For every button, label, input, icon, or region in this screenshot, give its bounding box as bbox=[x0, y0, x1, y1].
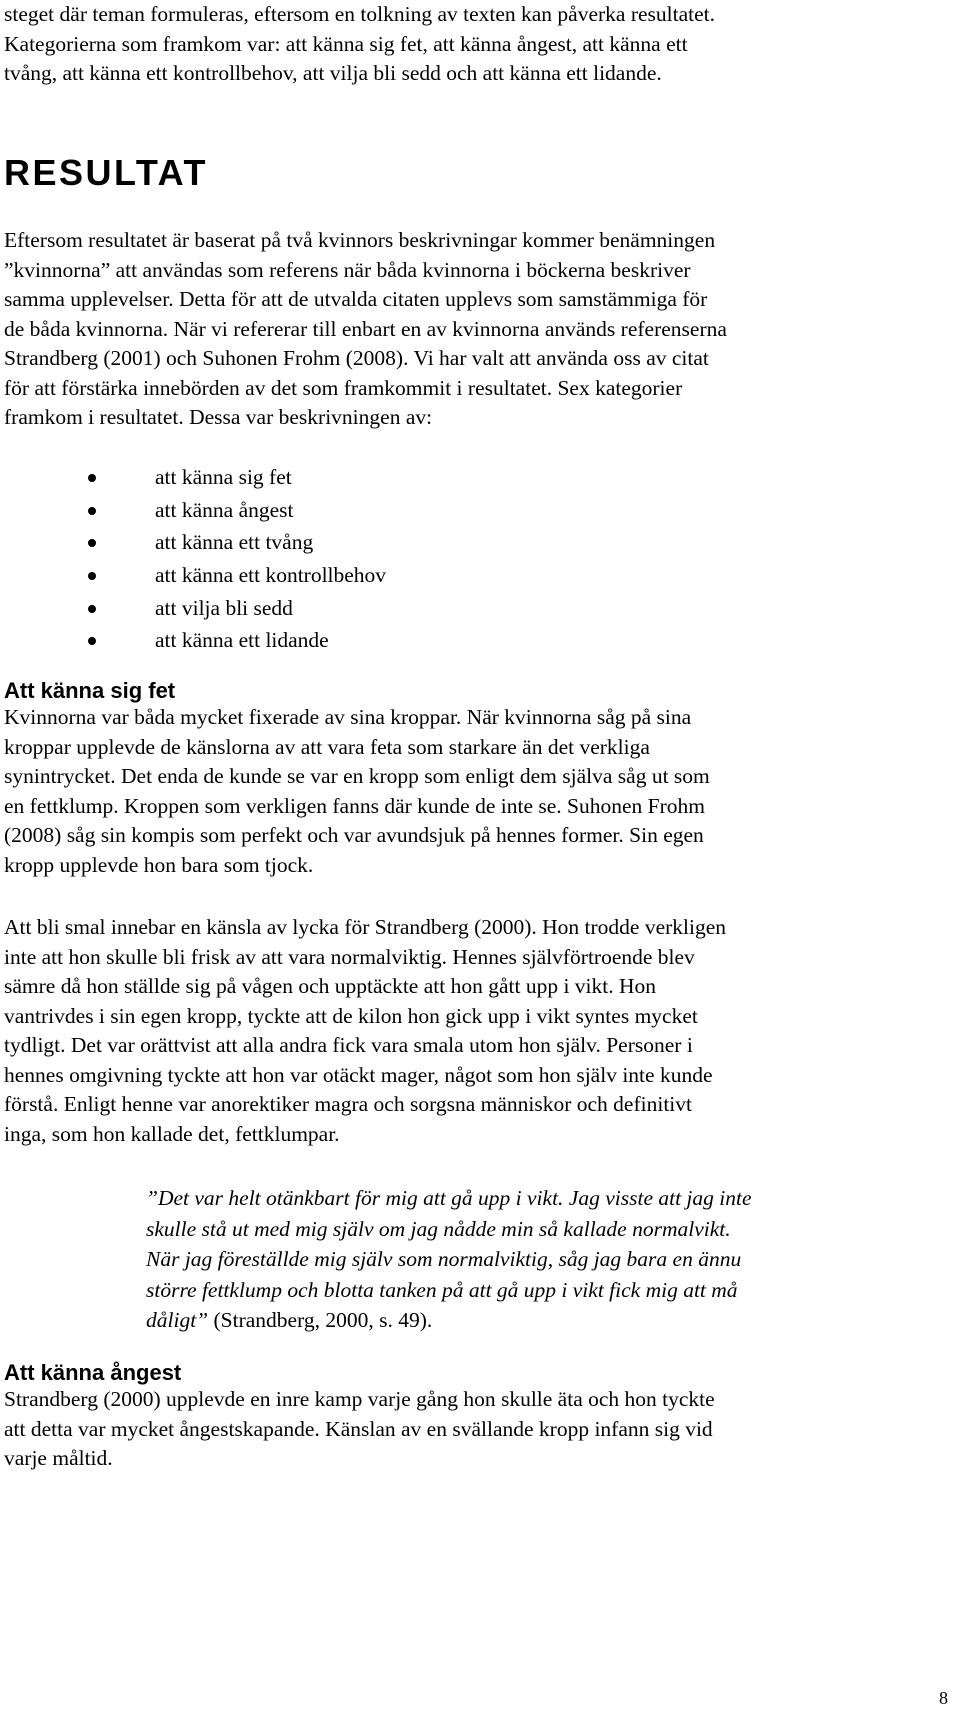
list-item-text: att känna sig fet bbox=[155, 465, 292, 489]
list-item-text: att vilja bli sedd bbox=[155, 595, 293, 620]
text-line: kroppar upplevde de känslorna av att vara feta som starkare än det verkliga bbox=[4, 734, 650, 759]
text-line: Att bli smal innebar en känsla av lycka för Strandberg (2000). Hon trodde verkligen bbox=[4, 915, 727, 939]
text-line: (2008) såg sin kompis som perfekt och var avundsjuk på hennes former. Sin egen bbox=[4, 823, 704, 847]
text-line: de båda kvinnorna. När vi refererar till enbart en av kvinnorna används referenserna bbox=[4, 316, 727, 341]
quote-line: större fettklump och blotta tanken på att gå upp i vikt fick mig att må bbox=[146, 1277, 738, 1302]
text-line: Kvinnorna var båda mycket fixerade av sina kroppar. När kvinnorna såg på sina bbox=[4, 705, 692, 729]
text-line: steget där teman formuleras, eftersom en tolkning av texten kan påverka resultatet. bbox=[4, 2, 716, 26]
text-line: tvång, att känna ett kontrollbehov, att vilja bli sedd och att känna ett lidande. bbox=[4, 61, 662, 85]
quote-line: ”Det var helt otänkbart för mig att gå upp i vikt. Jag visste att jag inte bbox=[146, 1186, 752, 1210]
list-item-text: att känna ett kontrollbehov bbox=[155, 563, 387, 588]
bullet-icon bbox=[88, 474, 96, 482]
text-line: Kategorierna som framkom var: att känna sig fet, att känna ångest, att känna ett bbox=[4, 31, 688, 56]
text-line: varje måltid. bbox=[4, 1446, 113, 1470]
bullet-icon bbox=[88, 507, 96, 515]
quote-line bbox=[146, 1305, 752, 1336]
text-line: sämre då hon ställde sig på vågen och upptäckte att hon gått upp i vikt. Hon bbox=[4, 974, 657, 998]
bullet-icon bbox=[88, 605, 96, 613]
section-heading-fet: Att känna sig fet bbox=[4, 678, 176, 703]
fet-paragraph-2 bbox=[4, 913, 726, 1149]
text-line: hennes omgivning tyckte att hon var otäckt mager, något som hon själv inte kunde bbox=[4, 1062, 713, 1087]
text-line: Strandberg (2000) upplevde en inre kamp varje gång hon skulle äta och hon tyckte bbox=[4, 1387, 715, 1411]
list-item-text: att känna ett tvång bbox=[155, 530, 314, 555]
text-line: samma upplevelser. Detta för att de utvalda citaten upplevs som samstämmiga för bbox=[4, 287, 708, 311]
text-line: Strandberg (2001) och Suhonen Frohm (2008). Vi har valt att använda oss av citat bbox=[4, 346, 709, 370]
text-line: förstå. Enligt henne var anorektiker magra och sorgsna människor och definitivt bbox=[4, 1092, 692, 1116]
bullet-icon bbox=[88, 572, 96, 580]
text-line: att detta var mycket ångestskapande. Känslan av en svällande kropp infann sig vid bbox=[4, 1416, 713, 1441]
section-heading-angest: Att känna ångest bbox=[4, 1360, 182, 1385]
text-line: Eftersom resultatet är baserat på två kvinnors beskrivningar kommer benämningen bbox=[4, 228, 716, 252]
text-line: vantrivdes i sin egen kropp, tyckte att de kilon hon gick upp i vikt syntes mycket bbox=[4, 1003, 698, 1028]
section-heading-resultat: RESULTAT bbox=[4, 152, 208, 193]
text-line: tydligt. Det var orättvist att alla andra fick vara smala utom hon själv. Personer i bbox=[4, 1033, 693, 1057]
text-line: inte att hon skulle bli frisk av att vara normalviktig. Hennes självförtroende blev bbox=[4, 944, 695, 969]
fet-paragraph-1 bbox=[4, 703, 710, 880]
text-line: för att förstärka innebörden av det som framkommit i resultatet. Sex kategorier bbox=[4, 375, 683, 400]
list-item-text: att känna ångest bbox=[155, 497, 294, 522]
text-line: inga, som hon kallade det, fettklumpar. bbox=[4, 1121, 340, 1146]
bullet-icon bbox=[88, 539, 96, 547]
intro-paragraph bbox=[4, 0, 715, 89]
text-line: kropp upplevde hon bara som tjock. bbox=[4, 852, 314, 877]
block-quote bbox=[146, 1183, 752, 1336]
page-number: 8 bbox=[939, 1688, 948, 1708]
angest-paragraph bbox=[4, 1385, 715, 1474]
quote-reference: (Strandberg, 2000, s. 49). bbox=[208, 1308, 433, 1332]
list-item-text: att känna ett lidande bbox=[155, 628, 329, 653]
text-line: framkom i resultatet. Dessa var beskrivningen av: bbox=[4, 405, 433, 429]
text-line: synintrycket. Det enda de kunde se var en kropp som enligt dem själva såg ut som bbox=[4, 764, 710, 788]
text-line: ”kvinnorna” att användas som referens när båda kvinnorna i böckerna beskriver bbox=[4, 257, 691, 282]
quote-line: När jag föreställde mig själv som normalviktig, såg jag bara en ännu bbox=[146, 1247, 742, 1271]
result-paragraph bbox=[4, 226, 727, 433]
quote-line: skulle stå ut med mig själv om jag nådde min så kallade normalvikt. bbox=[146, 1216, 731, 1241]
bullet-icon bbox=[88, 637, 96, 645]
quote-last-words: dåligt” bbox=[146, 1308, 209, 1332]
text-line: en fettklump. Kroppen som verkligen fanns där kunde de inte se. Suhonen Frohm bbox=[4, 793, 705, 818]
